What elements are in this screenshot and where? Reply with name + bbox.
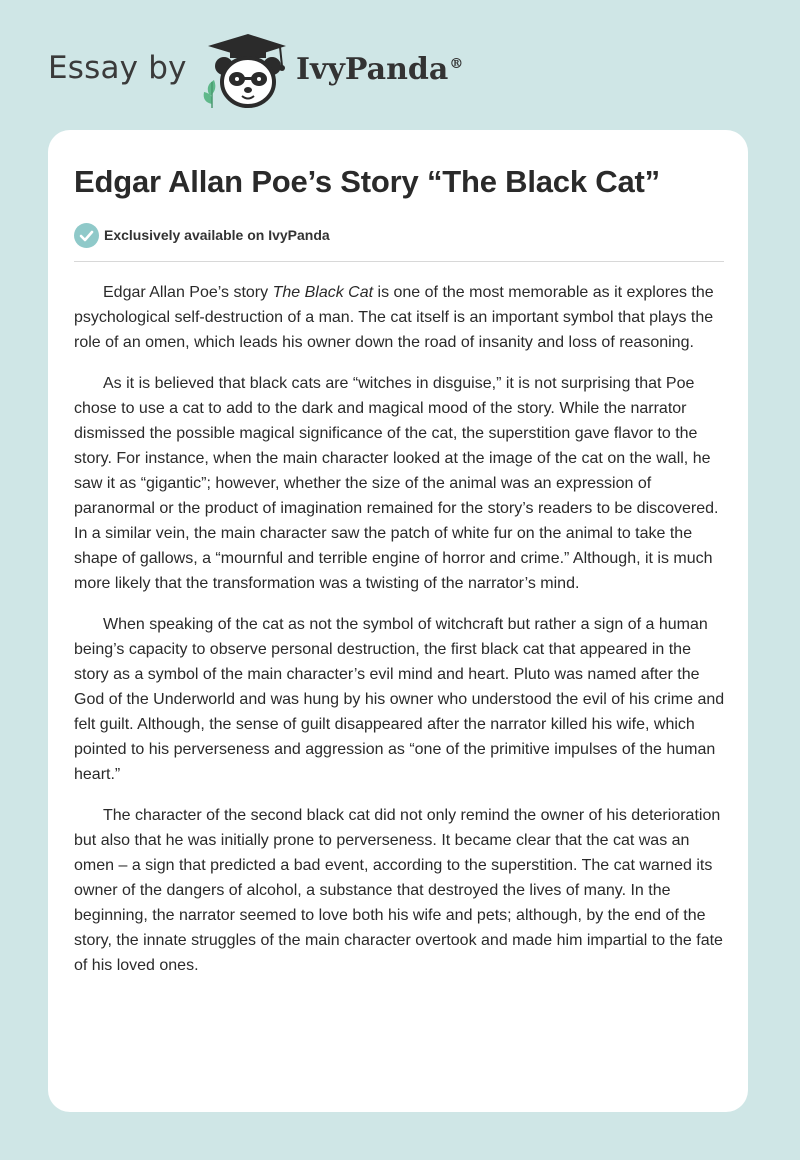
paragraph: When speaking of the cat as not the symbol of witchcraft but rather a sign of a human being’s capacity to observe personal destruction, the first black cat that appeared in the story as a symbol of the main character’s evil mind and heart. Pluto was named after the God of the Underworld and was hung by his owner who understood the evil of his crime and felt guilt. Although, the sense of guilt disappeared after the narrator killed his wife, which pointed to his perverseness and aggression as “one of the primitive impulses of the human heart.”: [74, 616, 725, 783]
paragraph: As it is believed that black cats are “witches in disguise,” it is not surprising that Poe chose to use a cat to add to the dark and magical mood of the story. While the narrator dismissed the possible magical significance of the cat, the superstition gave flavor to the story. For instance, when the main character looked at the image of the cat on the wall, he saw it as “gigantic”; however, whether the size of the animal was an expression of paranormal or the product of imagination remained for the story’s readers to be discovered. In a similar vein, the main character saw the patch of white fur on the animal to take the shape of gallows, a “mournful and terrible engine of horror and crime.” Although, it is much more likely that the transformation was a twisting of the narrator’s mind.: [74, 375, 719, 592]
brand-header: [48, 30, 508, 110]
brand-prefix: Essay by: [48, 50, 187, 86]
paragraph: The character of the second black cat did not only remind the owner of his deterioration but also that he was initially prone to perverseness. It became clear that the cat was an omen – a sign that predicted a bad event, according to the superstition. The cat warned its owner of the dangers of alcohol, a substance that destroyed the lives of many. In the beginning, the narrator seemed to love both his wife and pets; although, by the end of the story, the innate struggles of the main character overtook and made him impartial to the fate of his loved ones.: [74, 807, 723, 974]
check-circle-icon: [74, 223, 99, 248]
essay-card: [48, 130, 748, 1112]
essay-body: [74, 280, 726, 994]
exclusive-label: Exclusively available on IvyPanda: [104, 227, 330, 243]
exclusive-badge: [74, 222, 330, 248]
paragraph: Edgar Allan Poe’s story The Black Cat is one of the most memorable as it explores the psychological self-destruction of a man. The cat itself is an important symbol that plays the role of an omen, which leads his owner down the road of insanity and loss of reasoning.: [74, 284, 714, 351]
registered-mark: ®: [449, 56, 464, 72]
page-title: Edgar Allan Poe’s Story “The Black Cat”: [74, 164, 660, 199]
panda-graduate-icon: [200, 32, 292, 110]
italic-title: The Black Cat: [272, 284, 374, 301]
divider: [74, 261, 724, 262]
brand-name: IvyPanda®: [296, 52, 464, 87]
